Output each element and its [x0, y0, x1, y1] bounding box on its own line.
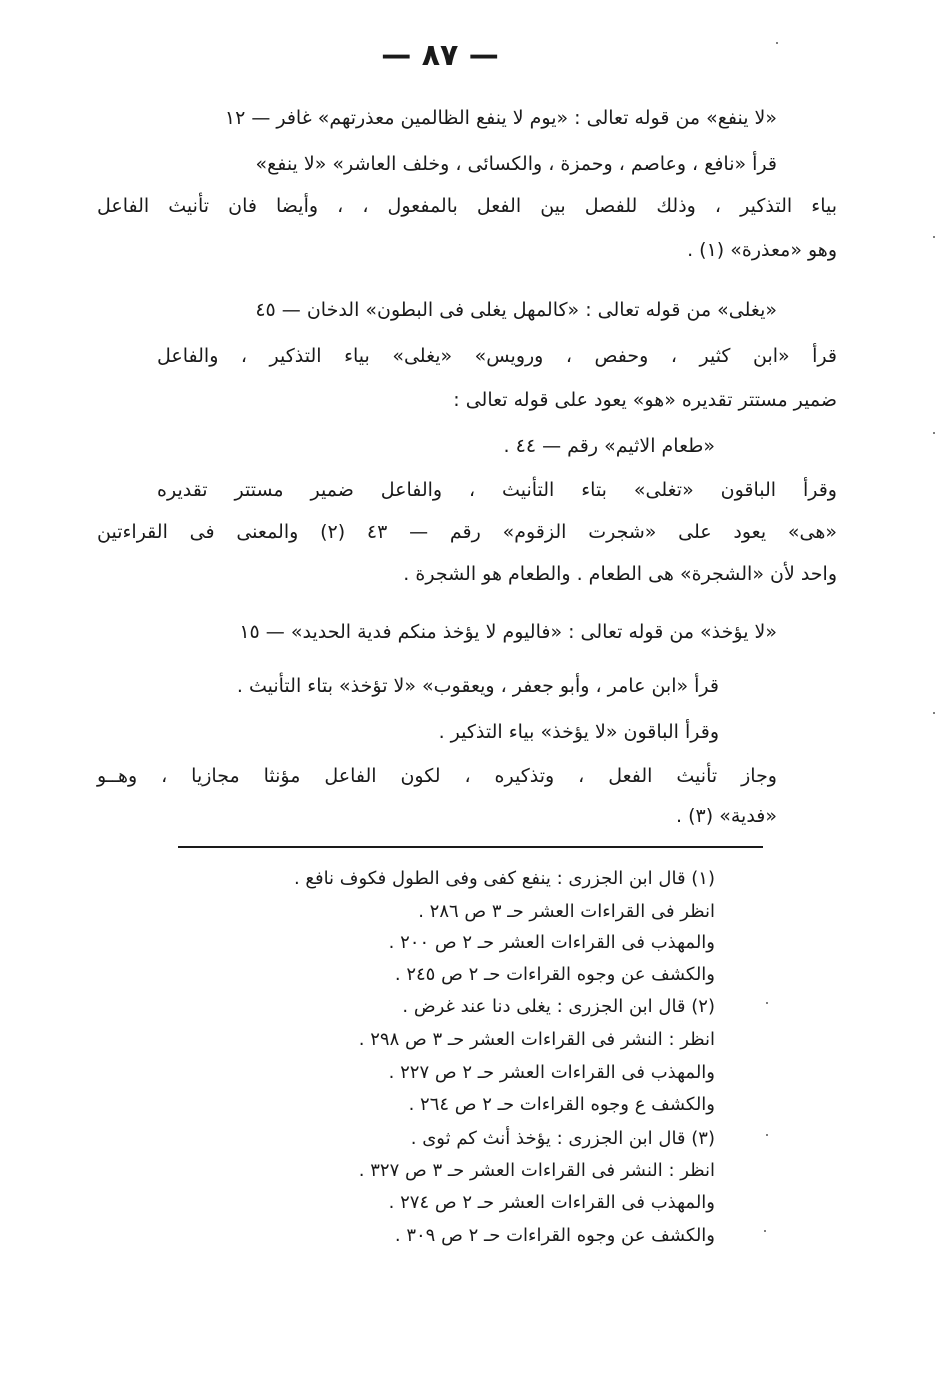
body-line: قرأ «ابن كثير ، وحفص ، ورويس» «يغلى» بياء التذكير ، والفاعل: [157, 345, 837, 367]
body-line: وهو «معذرة» (١) .: [687, 239, 837, 261]
scan-speck: [766, 1002, 768, 1004]
footnote-line: والمهذب فى القراءات العشر حـ ٢ ص ٢٢٧ .: [388, 1062, 715, 1083]
body-line: «طعام الاثيم» رقم — ٤٤ .: [503, 435, 715, 457]
body-line: واحد لأن «الشجرة» هى الطعام . والطعام هو الشجرة .: [403, 563, 837, 585]
footnote-line: (٢) قال ابن الجزرى : يغلى دنا عند غرض .: [402, 996, 715, 1017]
footnote-divider: [178, 846, 763, 848]
body-line: «فدية» (٣) .: [676, 805, 777, 827]
body-line: بياء التذكير ، وذلك للفصل بين الفعل بالمفعول ، ، وأيضا فان تأنيث الفاعل: [97, 195, 837, 217]
body-line: «لا ينفع» من قوله تعالى : «يوم لا ينفع الظالمين معذرتهم» غافر — ١٢: [224, 107, 777, 129]
body-line: ضمير مستتر تقديره «هو» يعود على قوله تعالى :: [453, 389, 837, 411]
body-line: وجاز تأنيث الفعل ، وتذكيره ، لكون الفاعل مؤنثا مجازيا ، وهــو: [97, 765, 777, 787]
body-line: «هى» يعود على «شجرت الزقوم» رقم — ٤٣ (٢) والمعنى فى القراءتين: [97, 521, 838, 543]
footnote-line: والمهذب فى القراءات العشر حـ ٢ ص ٢٧٤ .: [388, 1192, 715, 1213]
body-line: وقرأ الباقون «لا يؤخذ» بياء التذكير .: [438, 721, 719, 743]
footnote-line: (١) قال ابن الجزرى : ينفع كفى وفى الطول فكوف نافع .: [293, 868, 715, 889]
footnote-line: والكشف عن وجوه القراءات حـ ٢ ص ٢٤٥ .: [394, 964, 715, 985]
scan-speck: [933, 236, 935, 238]
body-line: وقرأ الباقون «تغلى» بتاء التأنيث ، والفاعل ضمير مستتر تقديره: [157, 479, 837, 501]
body-line: قرأ «ابن عامر ، وأبو جعفر ، ويعقوب» «لا تؤخذ» بتاء التأنيث .: [236, 675, 719, 697]
body-line: قرأ «نافع ، وعاصم ، وحمزة ، والكسائى ، وخلف العاشر» «لا ينفع»: [255, 153, 777, 175]
footnote-line: والمهذب فى القراءات العشر حـ ٢ ص ٢٠٠ .: [388, 932, 715, 953]
footnote-line: والكشف ع وجوه القراءات حـ ٢ ص ٢٦٤ .: [408, 1094, 715, 1115]
scan-speck: [766, 1134, 768, 1136]
scan-speck: [776, 42, 778, 44]
footnote-line: انظر : النشر فى القراءات العشر حـ ٣ ص ٣٢٧ .: [358, 1160, 715, 1181]
body-line: «لا يؤخذ» من قوله تعالى : «فاليوم لا يؤخذ منكم فدية الحديد» — ١٥: [239, 621, 777, 643]
body-line: «يغلى» من قوله تعالى : «كالمهل يغلى فى البطون» الدخان — ٤٥: [255, 299, 777, 321]
scan-speck: [764, 1230, 766, 1232]
footnote-line: والكشف عن وجوه القراءات حـ ٢ ص ٣٠٩ .: [394, 1225, 715, 1246]
footnote-line: انظر : النشر فى القراءات العشر حـ ٣ ص ٢٩٨ .: [358, 1029, 715, 1050]
scan-speck: [933, 712, 935, 714]
footnote-line: انظر فى القراءات العشر حـ ٣ ص ٢٨٦ .: [418, 901, 715, 922]
footnote-line: (٣) قال ابن الجزرى : يؤخذ أنث كم ثوى .: [410, 1128, 715, 1149]
page-number: — ٨٧ —: [381, 38, 499, 73]
scan-speck: [933, 432, 935, 434]
